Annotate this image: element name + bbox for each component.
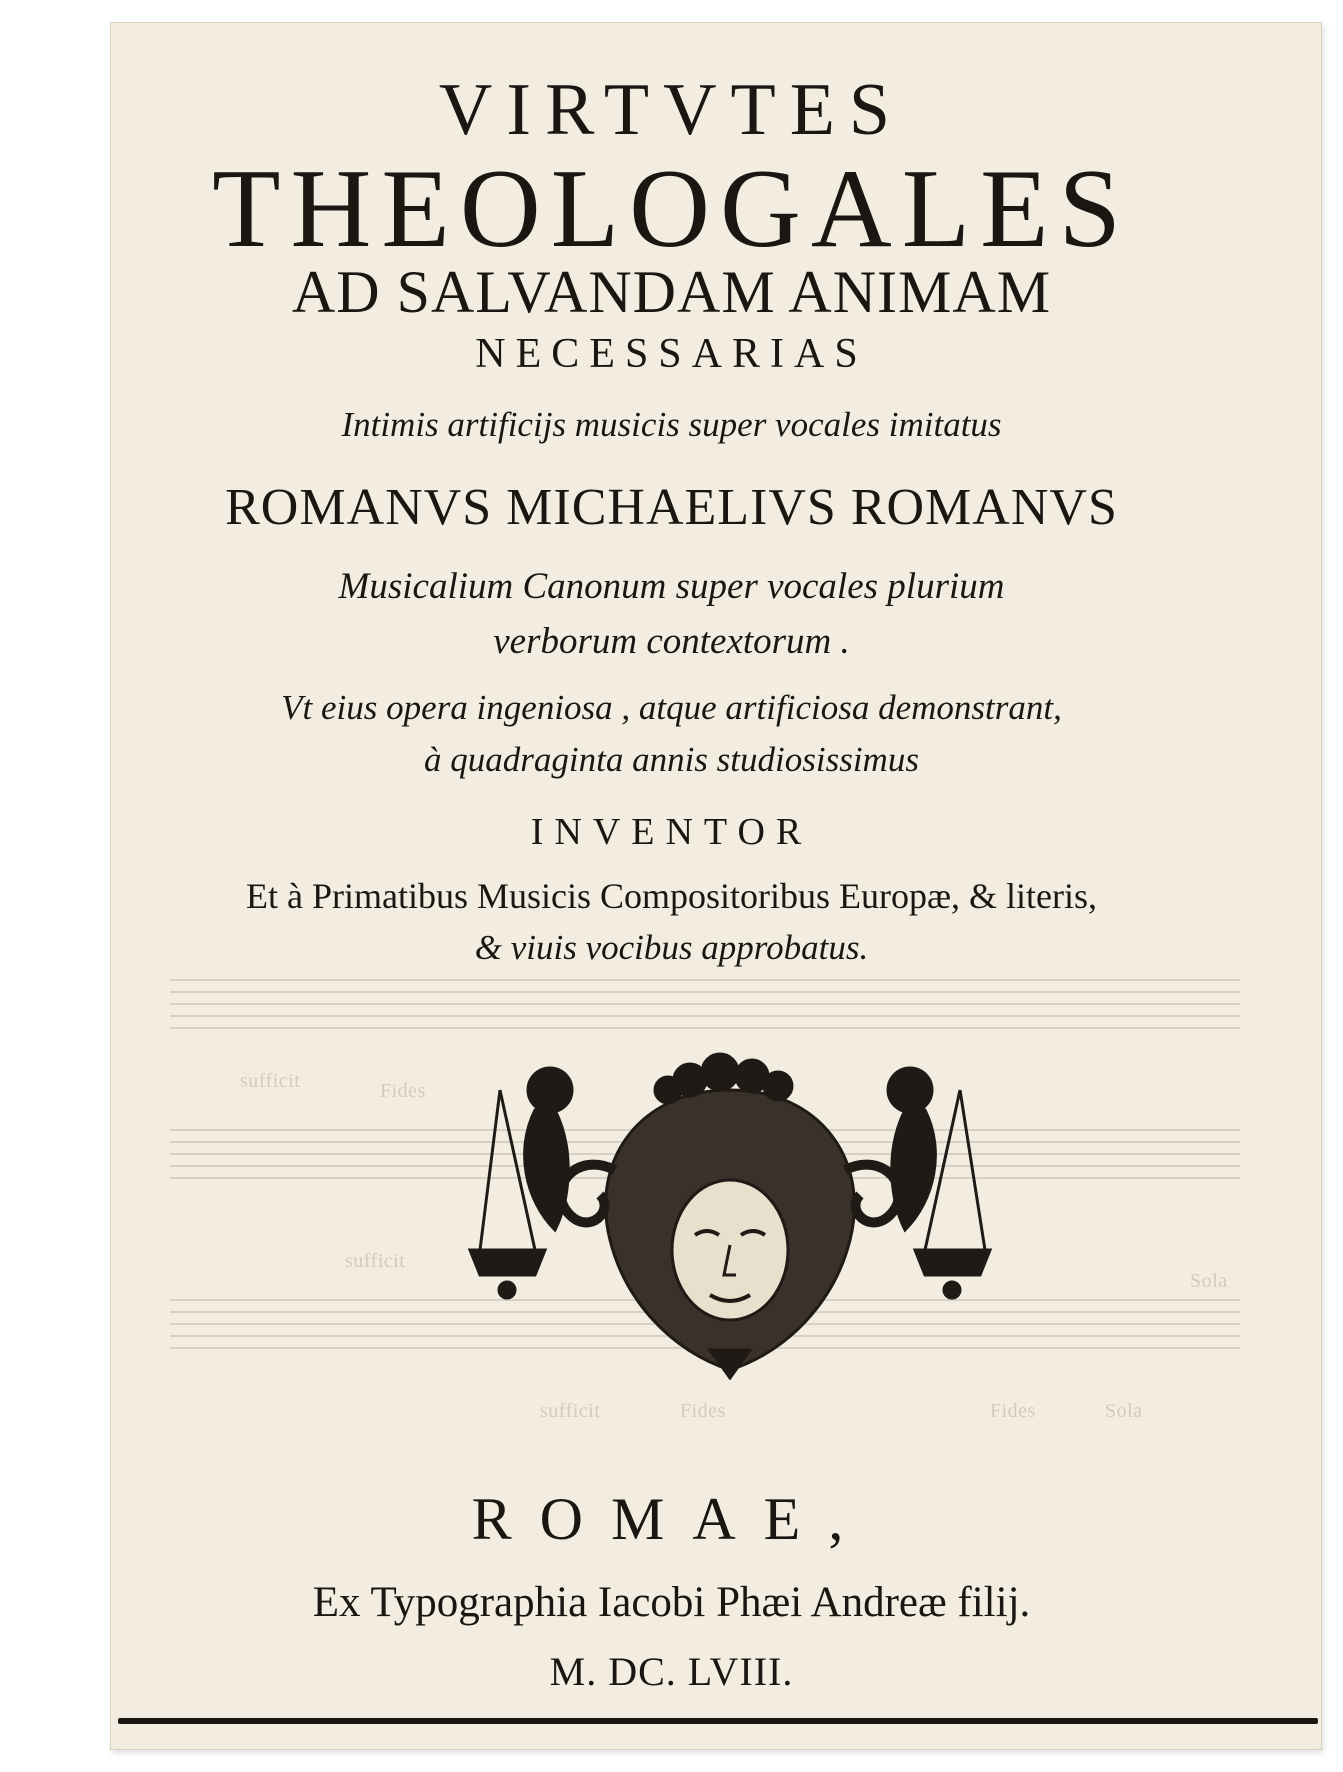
bottom-rule: [118, 1718, 1318, 1724]
woodcut-ornament: [440, 1050, 1020, 1380]
inventor-heading: INVENTOR: [530, 811, 813, 853]
imprint-place: ROMAE,: [471, 1486, 872, 1552]
author-name: ROMANVS MICHAELIVS ROMANVS: [225, 479, 1118, 536]
show-through-text: Fides: [380, 1080, 426, 1102]
description-line-2: verborum contextorum .: [493, 621, 850, 662]
approval-line-1: Et à Primatibus Musicis Compositoribus Europæ, & literis,: [246, 876, 1097, 916]
imprint-printer: Ex Typographia Iacobi Phæi Andreæ filij.: [312, 1579, 1031, 1626]
imprint-year: M. DC. LVIII.: [549, 1649, 794, 1694]
approval-line-2: & viuis vocibus approbatus.: [474, 928, 869, 967]
description-line-1: Musicalium Canonum super vocales plurium: [338, 566, 1005, 607]
show-through-text: Fides: [680, 1400, 726, 1422]
show-through-text: sufficit: [345, 1250, 406, 1272]
subtitle-intimis: Intimis artificijs musicis super vocales imitatus: [341, 405, 1002, 444]
show-through-text: Sola: [1190, 1270, 1228, 1292]
title-virtutes: VIRTVTES: [438, 69, 905, 151]
description-line-4: à quadraginta annis studiosissimus: [424, 740, 919, 779]
title-necessarias: NECESSARIAS: [475, 331, 868, 377]
show-through-text: sufficit: [240, 1070, 301, 1092]
show-through-text: sufficit: [540, 1400, 601, 1422]
title-theologales: THEOLOGALES: [212, 147, 1131, 271]
description-line-3: Vt eius opera ingeniosa , atque artificiosa demonstrant,: [281, 688, 1062, 727]
show-through-text: Sola: [1105, 1400, 1143, 1422]
show-through-text: Fides: [990, 1400, 1036, 1422]
title-ad-salvandam: AD SALVANDAM ANIMAM: [291, 259, 1052, 325]
